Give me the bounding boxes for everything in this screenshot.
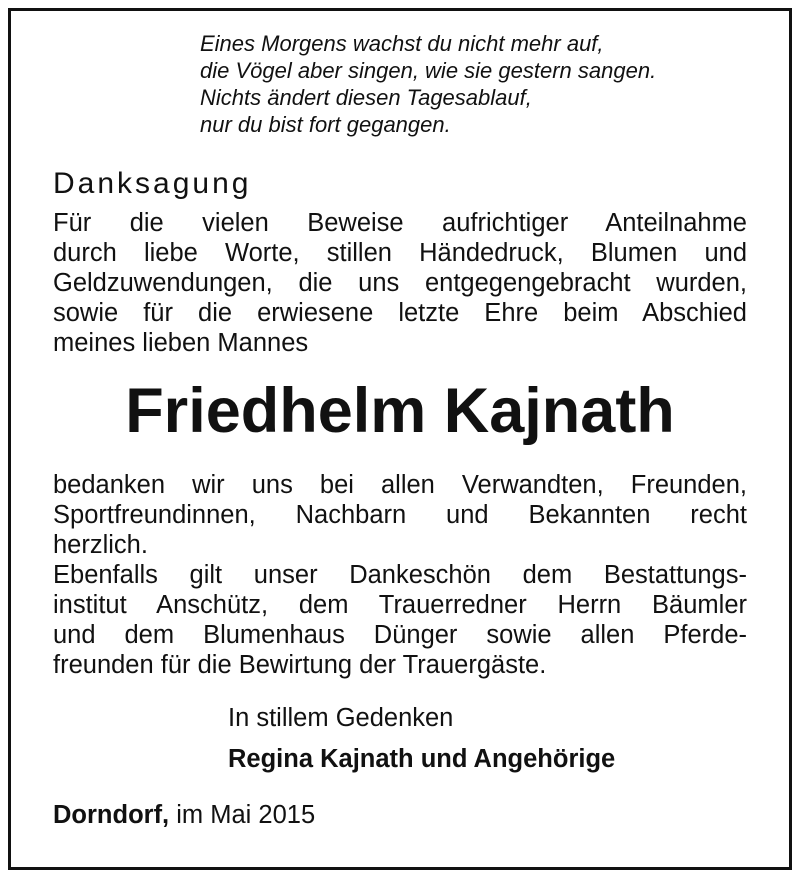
thanks-line: institut Anschütz, dem Trauerredner Herrn Bäumler <box>53 591 747 619</box>
intro-line: meines lieben Mannes <box>53 329 309 357</box>
signers: Regina Kajnath und Angehörige <box>228 745 616 773</box>
place-date <box>53 798 315 832</box>
thanks-line: freunden für die Bewirtung der Trauergäste. <box>53 651 547 679</box>
deceased-name: Friedhelm Kajnath <box>125 376 675 446</box>
intro-line: Für die vielen Beweise aufrichtiger Anteilnahme <box>53 209 747 237</box>
poem <box>200 30 656 138</box>
closing-text: In stillem Gedenken <box>228 704 454 732</box>
poem-line: Nichts ändert diesen Tagesablauf, <box>200 85 532 110</box>
intro-line: Geldzuwendungen, die uns entgegengebracht wurden, <box>53 269 747 297</box>
intro-line: sowie für die erwiesene letzte Ehre beim Abschied <box>53 299 747 327</box>
poem-line: nur du bist fort gegangen. <box>200 112 451 137</box>
thanks-line: Sportfreundinnen, Nachbarn und Bekannten recht <box>53 501 747 529</box>
thanks-paragraph <box>53 470 747 680</box>
thanks-line: Ebenfalls gilt unser Dankeschön dem Bestattungs- <box>53 561 747 589</box>
place-town: Dorndorf, <box>53 801 170 829</box>
intro-line: durch liebe Worte, stillen Händedruck, Blumen und <box>53 239 747 267</box>
thanks-line: bedanken wir uns bei allen Verwandten, Freunden, <box>53 471 747 499</box>
poem-line: die Vögel aber singen, wie sie gestern sangen. <box>200 58 657 83</box>
intro-paragraph <box>53 208 747 358</box>
poem-line: Eines Morgens wachst du nicht mehr auf, <box>200 31 604 56</box>
thanks-line: und dem Blumenhaus Dünger sowie allen Pferde- <box>53 621 747 649</box>
heading: Danksagung <box>53 167 252 200</box>
place-date-text: im Mai 2015 <box>176 801 316 829</box>
thanks-line: herzlich. <box>53 531 148 559</box>
